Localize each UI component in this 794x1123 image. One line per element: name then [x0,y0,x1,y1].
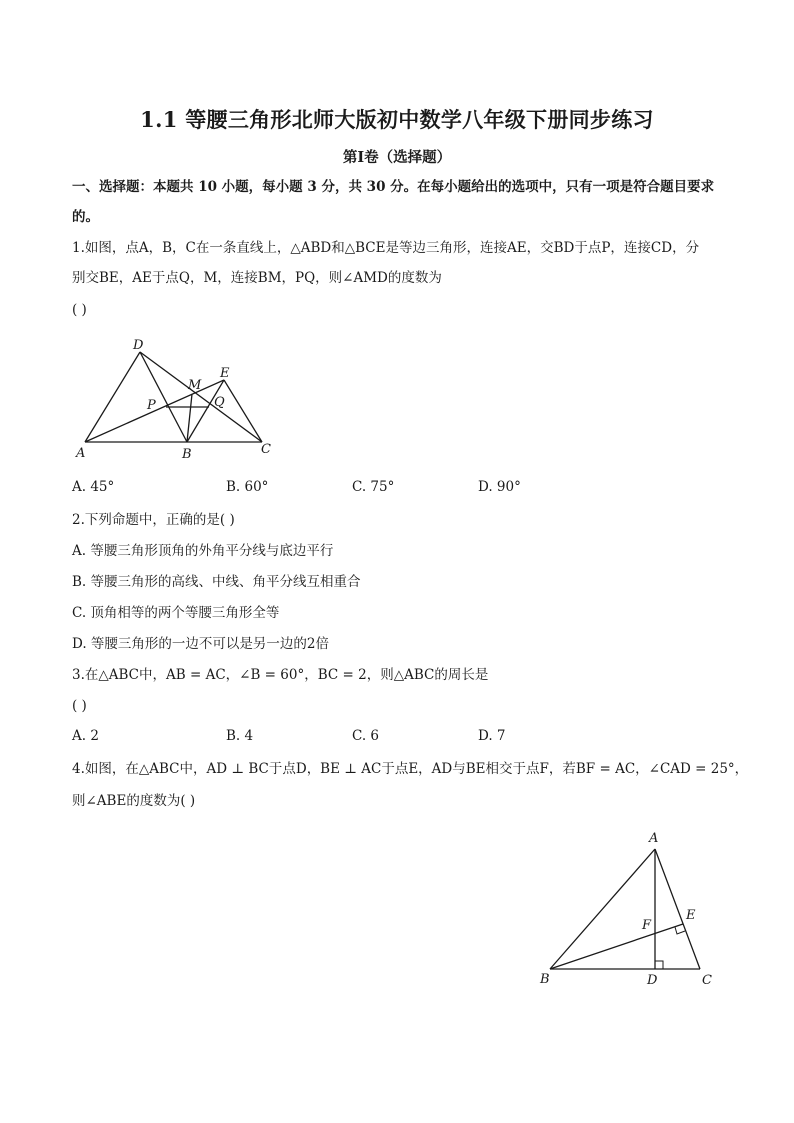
q2-option-b[interactable]: B. 等腰三角形的高线、中线、角平分线互相重合 [72,574,361,590]
q1-option-d[interactable]: D. 90° [478,479,521,495]
q2-option-c[interactable]: C. 顶角相等的两个等腰三角形全等 [72,605,280,621]
q1-option-a[interactable]: A. 45° [72,479,115,495]
section-subtitle: 第Ⅰ卷（选择题） [342,149,452,166]
q1-option-c[interactable]: C. 75° [352,479,395,495]
q1-label-b: B [182,447,192,462]
q1-label-a: A [76,446,86,461]
q1-label-p: P [147,398,156,413]
q4-label-e: E [686,908,696,923]
q1-stem-line1: 1.如图，点A，B，C在一条直线上，△ABD和△BCE是等边三角形，连接AE，交BD于点P，连接CD，分 [72,240,700,256]
q1-stem-line2: 别交BE，AE于点Q，M，连接BM，PQ，则∠AMD的度数为 [72,270,442,286]
q2-stem: 2.下列命题中，正确的是( ) [72,512,235,528]
q3-option-d[interactable]: D. 7 [478,728,506,744]
page-title: 1.1 等腰三角形北师大版初中数学八年级下册同步练习 [140,107,654,132]
q1-label-d: D [133,338,144,353]
q1-label-m: M [188,378,202,393]
q4-label-f: F [642,918,652,933]
q4-stem-line2: 则∠ABE的度数为( ) [72,793,196,809]
q4-right-angle-e [675,927,685,934]
section-instruction-line1: 一、选择题：本题共 10 小题，每小题 3 分，共 30 分。在每小题给出的选项中，只有一项是符合题目要求 [72,179,715,195]
q3-option-b[interactable]: B. 4 [226,728,254,744]
q3-answer-paren: ( ) [72,698,87,714]
q1-label-c: C [261,442,271,457]
q1-line-ad [85,352,140,442]
q4-label-d: D [647,973,658,988]
q1-line-ec [224,380,262,442]
q3-option-a[interactable]: A. 2 [72,728,99,744]
q2-option-d[interactable]: D. 等腰三角形的一边不可以是另一边的2倍 [72,636,330,652]
q4-label-c: C [702,973,712,988]
section-instruction-line2: 的。 [72,209,99,225]
q1-line-dc [140,352,262,442]
q3-stem: 3.在△ABC中，AB = AC，∠B = 60°，BC = 2，则△ABC的周长是 [72,667,489,683]
q4-stem-line1: 4.如图，在△ABC中，AD ⊥ BC于点D，BE ⊥ AC于点E，AD与BE相交于点F，若BF = AC，∠CAD = 25°， [72,761,749,777]
q1-line-db [140,352,187,442]
q1-label-e: E [220,366,230,381]
q1-figure [70,330,290,465]
q4-right-angle-d [655,961,663,969]
q2-option-a[interactable]: A. 等腰三角形顶角的外角平分线与底边平行 [72,543,334,559]
q1-label-q: Q [214,395,225,410]
q4-figure [530,822,730,992]
q1-option-b[interactable]: B. 60° [226,479,269,495]
q4-label-a: A [649,831,659,846]
q1-answer-paren: ( ) [72,302,87,318]
q4-label-b: B [540,972,550,987]
q3-option-c[interactable]: C. 6 [352,728,380,744]
